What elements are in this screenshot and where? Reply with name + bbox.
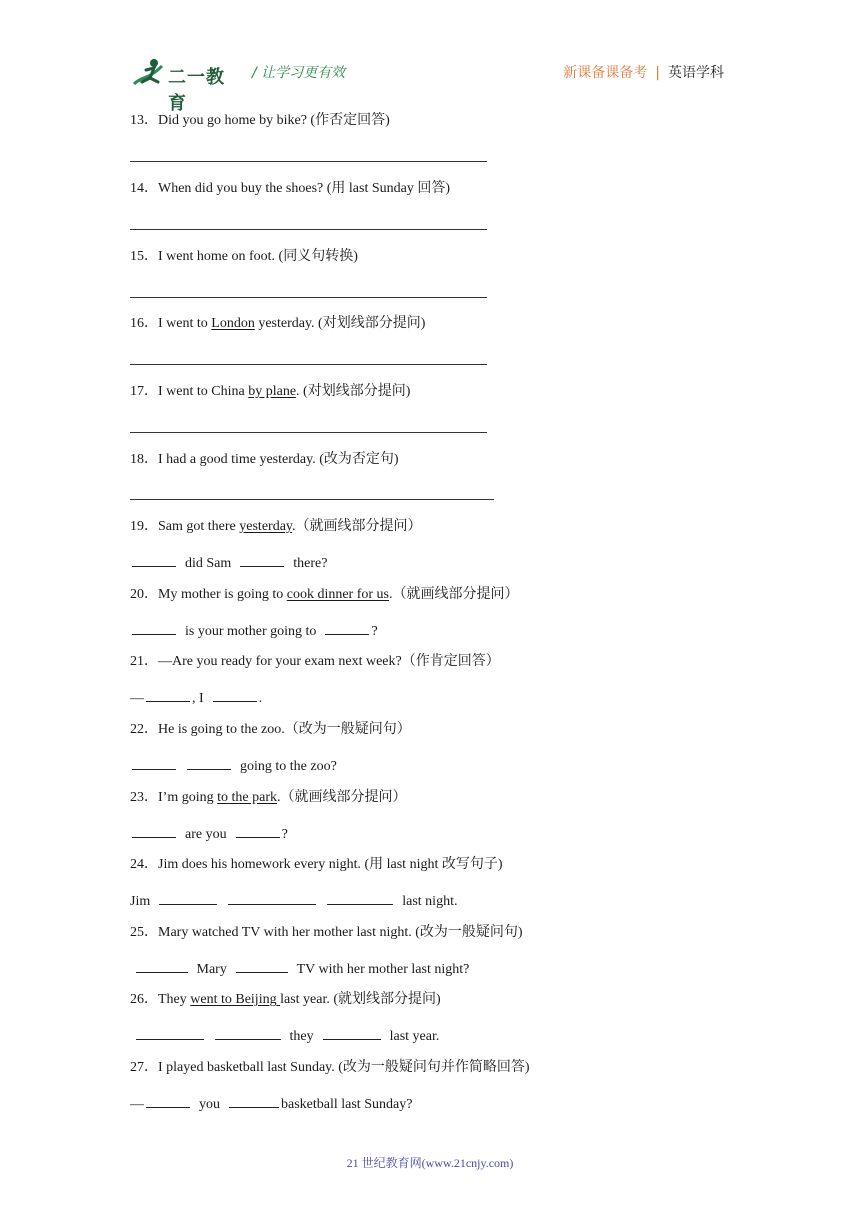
question-number: 17． bbox=[130, 384, 158, 399]
answer-text: going to the zoo? bbox=[240, 759, 337, 774]
answer-blank[interactable] bbox=[159, 890, 217, 905]
underlined-text: to the park bbox=[217, 790, 277, 805]
runner-logo-icon bbox=[132, 56, 166, 90]
answer-line-16[interactable] bbox=[130, 364, 487, 365]
question-text: Sam got there bbox=[158, 519, 240, 534]
question-15 bbox=[130, 248, 358, 266]
underlined-text: yesterday bbox=[239, 519, 292, 534]
question-13 bbox=[130, 112, 390, 130]
answer-blank[interactable] bbox=[136, 1025, 204, 1040]
answer-row-26 bbox=[130, 1025, 439, 1046]
answer-text: they bbox=[289, 1029, 314, 1044]
answer-row-19 bbox=[130, 552, 327, 573]
question-text: yesterday. (对划线部分提问) bbox=[254, 316, 426, 331]
question-17 bbox=[130, 383, 410, 401]
answer-blank[interactable] bbox=[132, 620, 176, 635]
question-text: I went to China bbox=[158, 384, 249, 399]
answer-blank[interactable] bbox=[215, 1025, 281, 1040]
answer-line-14[interactable] bbox=[130, 229, 487, 230]
subject-label: 英语学科 bbox=[668, 65, 724, 81]
answer-text: basketball last Sunday? bbox=[281, 1097, 413, 1112]
answer-blank[interactable] bbox=[325, 620, 369, 635]
question-27 bbox=[130, 1059, 530, 1077]
answer-text: ? bbox=[371, 624, 378, 639]
answer-row-21 bbox=[130, 687, 262, 708]
question-text: Did you go home by bike? (作否定回答) bbox=[158, 113, 390, 128]
question-text: .（就画线部分提问） bbox=[389, 587, 519, 602]
question-14 bbox=[130, 180, 450, 198]
question-number: 24． bbox=[130, 857, 158, 872]
question-number: 22． bbox=[130, 722, 158, 737]
question-18 bbox=[130, 451, 399, 469]
answer-text: last night. bbox=[402, 894, 458, 909]
answer-text: is your mother going to bbox=[185, 624, 317, 639]
answer-text: Jim bbox=[130, 894, 151, 909]
question-19 bbox=[130, 518, 422, 536]
answer-line-18[interactable] bbox=[130, 499, 494, 500]
answer-line-13[interactable] bbox=[130, 161, 487, 162]
question-16 bbox=[130, 315, 425, 333]
question-text: When did you buy the shoes? (用 last Sunday 回答) bbox=[158, 181, 451, 196]
answer-line-17[interactable] bbox=[130, 432, 487, 433]
question-23 bbox=[130, 789, 406, 807]
question-22 bbox=[130, 721, 411, 739]
question-text: . (对划线部分提问) bbox=[296, 384, 411, 399]
underlined-text: went to Beijing bbox=[190, 992, 281, 1007]
question-text: He is going to the zoo.（改为一般疑问句） bbox=[158, 722, 411, 737]
header-right-label: 新课备课备考 bbox=[563, 65, 648, 81]
question-text: last year. (就划线部分提问) bbox=[280, 992, 441, 1007]
slogan: / 让学习更有效 bbox=[252, 65, 346, 81]
answer-blank[interactable] bbox=[213, 687, 257, 702]
question-number: 25． bbox=[130, 925, 158, 940]
answer-blank[interactable] bbox=[136, 958, 188, 973]
question-text: They bbox=[158, 992, 191, 1007]
answer-text: are you bbox=[185, 827, 227, 842]
question-text: I went home on foot. (同义句转换) bbox=[158, 249, 358, 264]
page-header bbox=[0, 0, 860, 114]
answer-row-24 bbox=[130, 890, 457, 911]
question-number: 18． bbox=[130, 452, 158, 467]
answer-text: did Sam bbox=[185, 556, 232, 571]
answer-text: — bbox=[130, 691, 144, 706]
header-right bbox=[563, 62, 724, 82]
question-24 bbox=[130, 856, 503, 874]
question-number: 20． bbox=[130, 587, 158, 602]
question-25 bbox=[130, 924, 523, 942]
question-text: My mother is going to bbox=[158, 587, 287, 602]
answer-blank[interactable] bbox=[146, 1093, 190, 1108]
question-text: I had a good time yesterday. (改为否定句) bbox=[158, 452, 399, 467]
question-number: 23． bbox=[130, 790, 158, 805]
question-21 bbox=[130, 653, 500, 671]
answer-blank[interactable] bbox=[327, 890, 393, 905]
question-text: I played basketball last Sunday. (改为一般疑问句并作简略回答) bbox=[158, 1060, 530, 1075]
question-number: 19． bbox=[130, 519, 158, 534]
answer-blank[interactable] bbox=[146, 687, 190, 702]
answer-blank[interactable] bbox=[187, 755, 231, 770]
question-text: .（就画线部分提问） bbox=[292, 519, 422, 534]
answer-line-15[interactable] bbox=[130, 297, 487, 298]
question-number: 14． bbox=[130, 181, 158, 196]
question-text: I went to bbox=[158, 316, 212, 331]
answer-text: — bbox=[130, 1097, 144, 1112]
page-footer: 21 世纪教育网(www.21cnjy.com) bbox=[346, 1156, 514, 1170]
answer-row-23 bbox=[130, 823, 288, 844]
question-20 bbox=[130, 586, 519, 604]
answer-blank[interactable] bbox=[236, 823, 280, 838]
question-number: 27． bbox=[130, 1060, 158, 1075]
answer-blank[interactable] bbox=[132, 823, 176, 838]
answer-blank[interactable] bbox=[229, 1093, 279, 1108]
question-text: .（就画线部分提问） bbox=[276, 790, 407, 805]
answer-text: ? bbox=[281, 827, 288, 842]
question-number: 13． bbox=[130, 113, 158, 128]
question-text: Mary watched TV with her mother last night. (改为一般疑问句) bbox=[158, 925, 523, 940]
answer-text: , I bbox=[192, 691, 204, 706]
logo-text: 二一教育 bbox=[168, 67, 225, 114]
question-text: I’m going bbox=[158, 790, 218, 805]
question-26 bbox=[130, 991, 441, 1009]
underlined-text: London bbox=[211, 316, 255, 331]
logo bbox=[132, 56, 242, 114]
underlined-text: cook dinner for us bbox=[286, 587, 389, 602]
answer-blank[interactable] bbox=[236, 958, 288, 973]
answer-row-22 bbox=[130, 755, 337, 776]
header-separator: | bbox=[655, 65, 660, 81]
answer-text: there? bbox=[293, 556, 328, 571]
question-number: 16． bbox=[130, 316, 158, 331]
answer-text: Mary bbox=[196, 962, 227, 977]
answer-blank[interactable] bbox=[323, 1025, 381, 1040]
answer-row-27 bbox=[130, 1093, 412, 1114]
answer-blank[interactable] bbox=[132, 755, 176, 770]
answer-blank[interactable] bbox=[132, 552, 176, 567]
answer-blank[interactable] bbox=[228, 890, 316, 905]
answer-blank[interactable] bbox=[240, 552, 284, 567]
question-number: 26． bbox=[130, 992, 158, 1007]
question-number: 21． bbox=[130, 654, 158, 669]
question-number: 15． bbox=[130, 249, 158, 264]
answer-row-25 bbox=[130, 958, 469, 979]
answer-text: TV with her mother last night? bbox=[296, 962, 470, 977]
answer-text: last year. bbox=[389, 1029, 440, 1044]
question-text: —Are you ready for your exam next week?（作肯定回答） bbox=[158, 654, 500, 669]
answer-text: . bbox=[258, 691, 263, 706]
answer-row-20 bbox=[130, 620, 378, 641]
underlined-text: by plane bbox=[248, 384, 297, 399]
answer-text: you bbox=[199, 1097, 220, 1112]
question-text: Jim does his homework every night. (用 last night 改写句子) bbox=[158, 857, 503, 872]
